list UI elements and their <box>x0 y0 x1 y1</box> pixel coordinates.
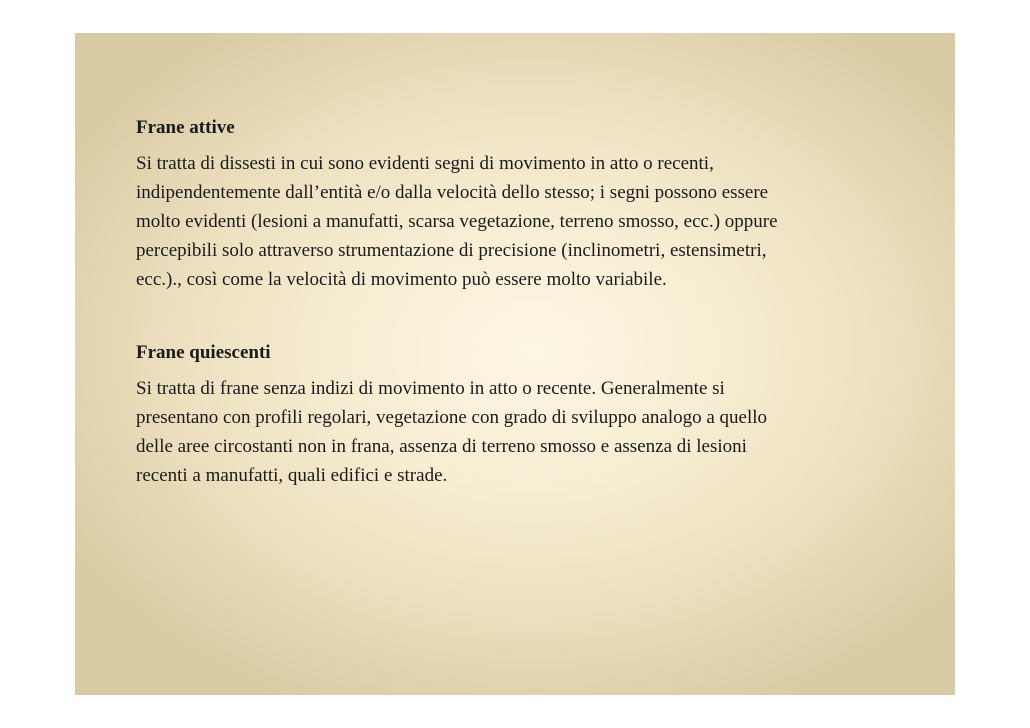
heading-frane-attive: Frane attive <box>136 117 235 138</box>
text-line: molto evidenti (lesioni a manufatti, scarsa vegetazione, terreno smosso, ecc.) oppure <box>136 211 778 232</box>
text-line: delle aree circostanti non in frana, assenza di terreno smosso e assenza di lesioni <box>136 436 747 457</box>
section-spacer <box>136 294 906 338</box>
paragraph-frane-attive <box>136 149 906 294</box>
text-line: Si tratta di dissesti in cui sono evidenti segni di movimento in atto o recenti, <box>136 153 714 174</box>
text-line: indipendentemente dall’entità e/o dalla velocità dello stesso; i segni possono essere <box>136 182 769 203</box>
text-line: ecc.)., così come la velocità di movimento può essere molto variabile. <box>136 269 667 290</box>
text-line: percepibili solo attraverso strumentazione di precisione (inclinometri, estensimetri, <box>136 240 767 261</box>
text-line: presentano con profili regolari, vegetazione con grado di sviluppo analogo a quello <box>136 407 768 428</box>
text-line: recenti a manufatti, quali edifici e strade. <box>136 465 448 486</box>
slide-page <box>75 33 955 695</box>
text-line: Si tratta di frane senza indizi di movimento in atto o recente. Generalmente si <box>136 378 725 399</box>
paragraph-frane-quiescenti <box>136 374 906 490</box>
slide-content <box>136 113 906 490</box>
heading-frane-quiescenti: Frane quiescenti <box>136 342 271 363</box>
